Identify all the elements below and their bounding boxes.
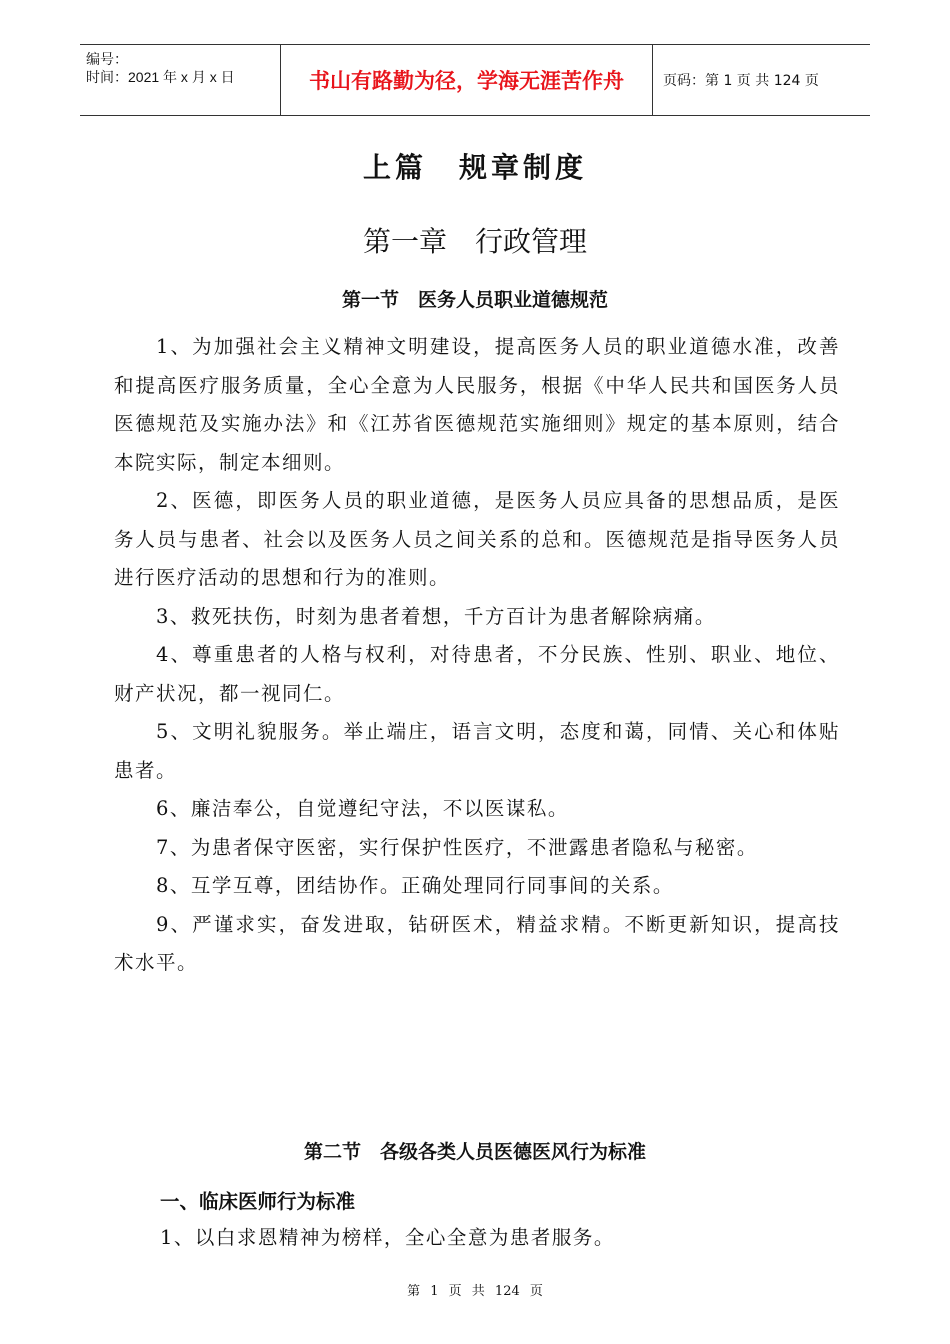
chapter-title: 第一章 行政管理 bbox=[362, 225, 587, 258]
paragraph: 6、廉洁奉公，自觉遵纪守法，不以医谋私。 bbox=[156, 797, 569, 820]
list-item: 1、以白求恩精神为榜样，全心全意为患者服务。 bbox=[160, 1226, 615, 1249]
paragraph: 2、医德，即医务人员的职业道德，是医务人员应具备的思想品质，是医务人员与患者、社会以及医务人员之间关系的总和。医德规范是指导医务人员进行医疗活动的思想和行为的准则。 bbox=[114, 489, 840, 589]
paragraph: 9、严谨求实，奋发进取，钻研医术，精益求精。不断更新知识，提高技术水平。 bbox=[114, 912, 840, 974]
time-label: 时间：2021 年 x 月 x 日 bbox=[86, 69, 235, 85]
sub-heading: 一、临床医师行为标准 bbox=[160, 1190, 356, 1213]
section-title-1: 第一节 医务人员职业道德规范 bbox=[341, 289, 608, 311]
page-header bbox=[80, 44, 870, 116]
page-footer: 第 1 页 共 124 页 bbox=[407, 1284, 543, 1299]
paragraph: 4、尊重患者的人格与权利，对待患者，不分民族、性别、职业、地位、财产状况，都一视同仁。 bbox=[114, 643, 840, 705]
paragraph: 7、为患者保守医密，实行保护性医疗，不泄露患者隐私与秘密。 bbox=[156, 835, 758, 859]
header-motto: 书山有路勤为径，学海无涯苦作舟 bbox=[280, 45, 653, 115]
section-title-2: 第二节 各级各类人员医德医风行为标准 bbox=[303, 1141, 646, 1163]
part-title: 上篇 规章制度 bbox=[362, 151, 587, 184]
header-page-info: 页码：第 1 页 共 124 页 bbox=[663, 73, 819, 89]
paragraph: 5、文明礼貌服务。举止端庄，语言文明，态度和蔼，同情、关心和体贴患者。 bbox=[114, 720, 840, 782]
paragraph: 1、为加强社会主义精神文明建设，提高医务人员的职业道德水准，改善和提高医疗服务质量，全心全意为人民服务，根据《中华人民共和国医务人员医德规范及实施办法》和《江苏省医德规范实施细则》规定的基本原则，结合本院实际，制定本细则。 bbox=[114, 335, 840, 474]
paragraph: 3、救死扶伤，时刻为患者着想，千方百计为患者解除病痛。 bbox=[156, 604, 716, 628]
number-label: 编号： bbox=[86, 51, 128, 67]
header-meta bbox=[80, 45, 280, 115]
section1-body bbox=[114, 328, 840, 983]
paragraph: 8、互学互尊，团结协作。正确处理同行同事间的关系。 bbox=[156, 874, 674, 897]
